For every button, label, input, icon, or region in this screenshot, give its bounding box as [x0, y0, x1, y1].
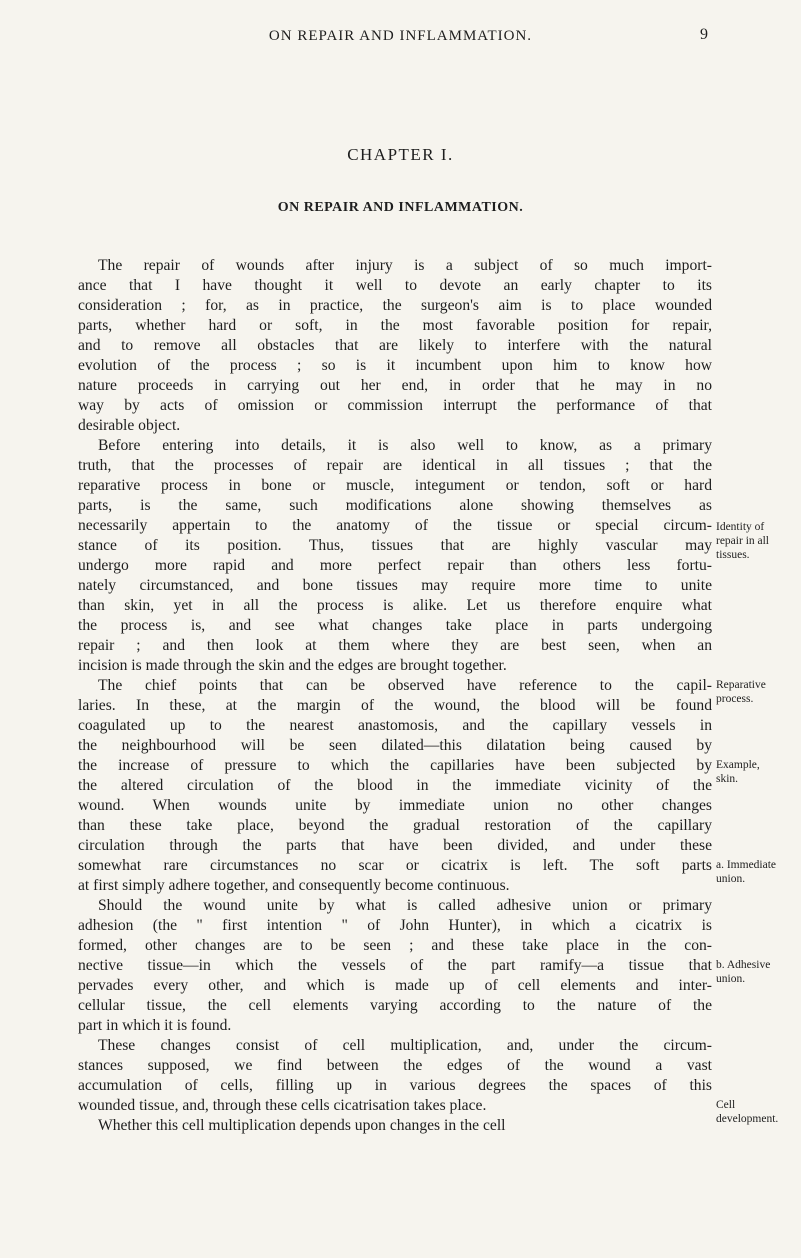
margin-note-line: union.	[716, 973, 746, 985]
text-line: stances supposed, we find between the edges of the wound a vast	[78, 1057, 712, 1074]
text-line: nately circumstanced, and bone tissues may require more time to unite	[78, 577, 712, 594]
text-line: ance that I have thought it well to devote an early chapter to its	[78, 277, 712, 294]
margin-note-line: skin.	[716, 773, 739, 785]
text-line: accumulation of cells, filling up in various degrees the spaces of this	[78, 1077, 712, 1094]
text-line: The chief points that can be observed have reference to the capil-	[98, 677, 712, 694]
text-line: Before entering into details, it is also well to know, as a primary	[98, 437, 712, 454]
text-line: circulation through the parts that have been divided, and under these	[78, 837, 712, 854]
margin-note-line: Identity of	[716, 521, 765, 533]
margin-note-line: Example,	[716, 759, 760, 771]
margin-note-line: tissues.	[716, 549, 750, 561]
margin-note-line: a. Immediate	[716, 859, 777, 871]
text-line: formed, other changes are to be seen ; and these take place in the con-	[78, 937, 712, 954]
text-line: undergo more rapid and more perfect repair than others less fortu-	[78, 557, 712, 574]
text-line: the increase of pressure to which the capillaries have been subjected by	[78, 757, 712, 774]
margin-note-line: union.	[716, 873, 746, 885]
text-line: incision is made through the skin and the edges are brought together.	[78, 657, 507, 674]
text-line: way by acts of omission or commission interrupt the performance of that	[78, 397, 712, 414]
text-line: reparative process in bone or muscle, integument or tendon, soft or hard	[78, 477, 712, 494]
margin-note-reparative	[716, 678, 800, 706]
text-line: truth, that the processes of repair are identical in all tissues ; that the	[78, 457, 712, 474]
section-title: ON REPAIR AND INFLAMMATION.	[277, 200, 524, 215]
margin-note-line: b. Adhesive	[716, 959, 771, 971]
text-line: desirable object.	[78, 417, 181, 434]
text-line: parts, is the same, such modifications alone showing themselves as	[78, 497, 712, 514]
margin-note-immediate	[716, 858, 800, 886]
text-line: pervades every other, and which is made up of cell elements and inter-	[78, 977, 712, 994]
text-line: than skin, yet in all the process is alike. Let us therefore enquire what	[78, 597, 712, 614]
margin-note-line: repair in all	[716, 535, 770, 547]
text-line: the process is, and see what changes take place in parts undergoing	[78, 617, 712, 634]
margin-note-adhesive	[716, 958, 800, 986]
text-line: stance of its position. Thus, tissues that are highly vascular may	[78, 537, 712, 554]
text-line: somewhat rare circumstances no scar or cicatrix is left. The soft parts	[78, 857, 712, 874]
text-line: Should the wound unite by what is called adhesive union or primary	[98, 897, 712, 914]
text-line: coagulated up to the nearest anastomosis, and the capillary vessels in	[78, 717, 712, 734]
margin-note-example	[716, 758, 800, 786]
margin-note-line: process.	[716, 693, 754, 705]
text-line: wound. When wounds unite by immediate union no other changes	[78, 797, 712, 814]
text-line: wounded tissue, and, through these cells cicatrisation takes place.	[78, 1097, 487, 1114]
chapter-title: CHAPTER I.	[347, 145, 454, 164]
text-line: necessarily appertain to the anatomy of the tissue or special circum-	[78, 517, 712, 534]
text-line: and to remove all obstacles that are likely to interfere with the natural	[78, 337, 712, 354]
text-line: adhesion (the " first intention " of John Hunter), in which a cicatrix is	[78, 917, 712, 934]
text-line: nature proceeds in carrying out her end, in order that he may in no	[78, 377, 712, 394]
text-line: cellular tissue, the cell elements varying according to the nature of the	[78, 997, 712, 1014]
text-line: part in which it is found.	[78, 1017, 232, 1034]
margin-note-line: Reparative	[716, 679, 766, 691]
text-line: consideration ; for, as in practice, the surgeon's aim is to place wounded	[78, 297, 712, 314]
margin-note-cell	[716, 1098, 800, 1126]
text-line: repair ; and then look at them where they are best seen, when an	[78, 637, 712, 654]
text-line: laries. In these, at the margin of the wound, the blood will be found	[78, 697, 712, 714]
text-line: than these take place, beyond the gradual restoration of the capillary	[78, 817, 712, 834]
margin-note-line: Cell	[716, 1099, 736, 1111]
margin-note-identity	[716, 520, 800, 562]
text-line: the neighbourhood will be seen dilated—this dilatation being caused by	[78, 737, 712, 754]
text-line: nective tissue—in which the vessels of the part ramify—a tissue that	[78, 957, 712, 974]
margin-note-line: development.	[716, 1113, 779, 1125]
text-line: the altered circulation of the blood in the immediate vicinity of the	[78, 777, 712, 794]
page-number: 9	[700, 26, 708, 43]
text-line: at first simply adhere together, and consequently become continuous.	[78, 877, 510, 894]
text-line: These changes consist of cell multiplication, and, under the circum-	[98, 1037, 712, 1054]
text-line: The repair of wounds after injury is a subject of so much import-	[98, 257, 712, 274]
text-line: Whether this cell multiplication depends upon changes in the cell	[98, 1117, 506, 1134]
text-line: evolution of the process ; so is it incumbent upon him to know how	[78, 357, 712, 374]
running-head: ON REPAIR AND INFLAMMATION.	[268, 28, 533, 44]
text-line: parts, whether hard or soft, in the most favorable position for repair,	[78, 317, 712, 334]
